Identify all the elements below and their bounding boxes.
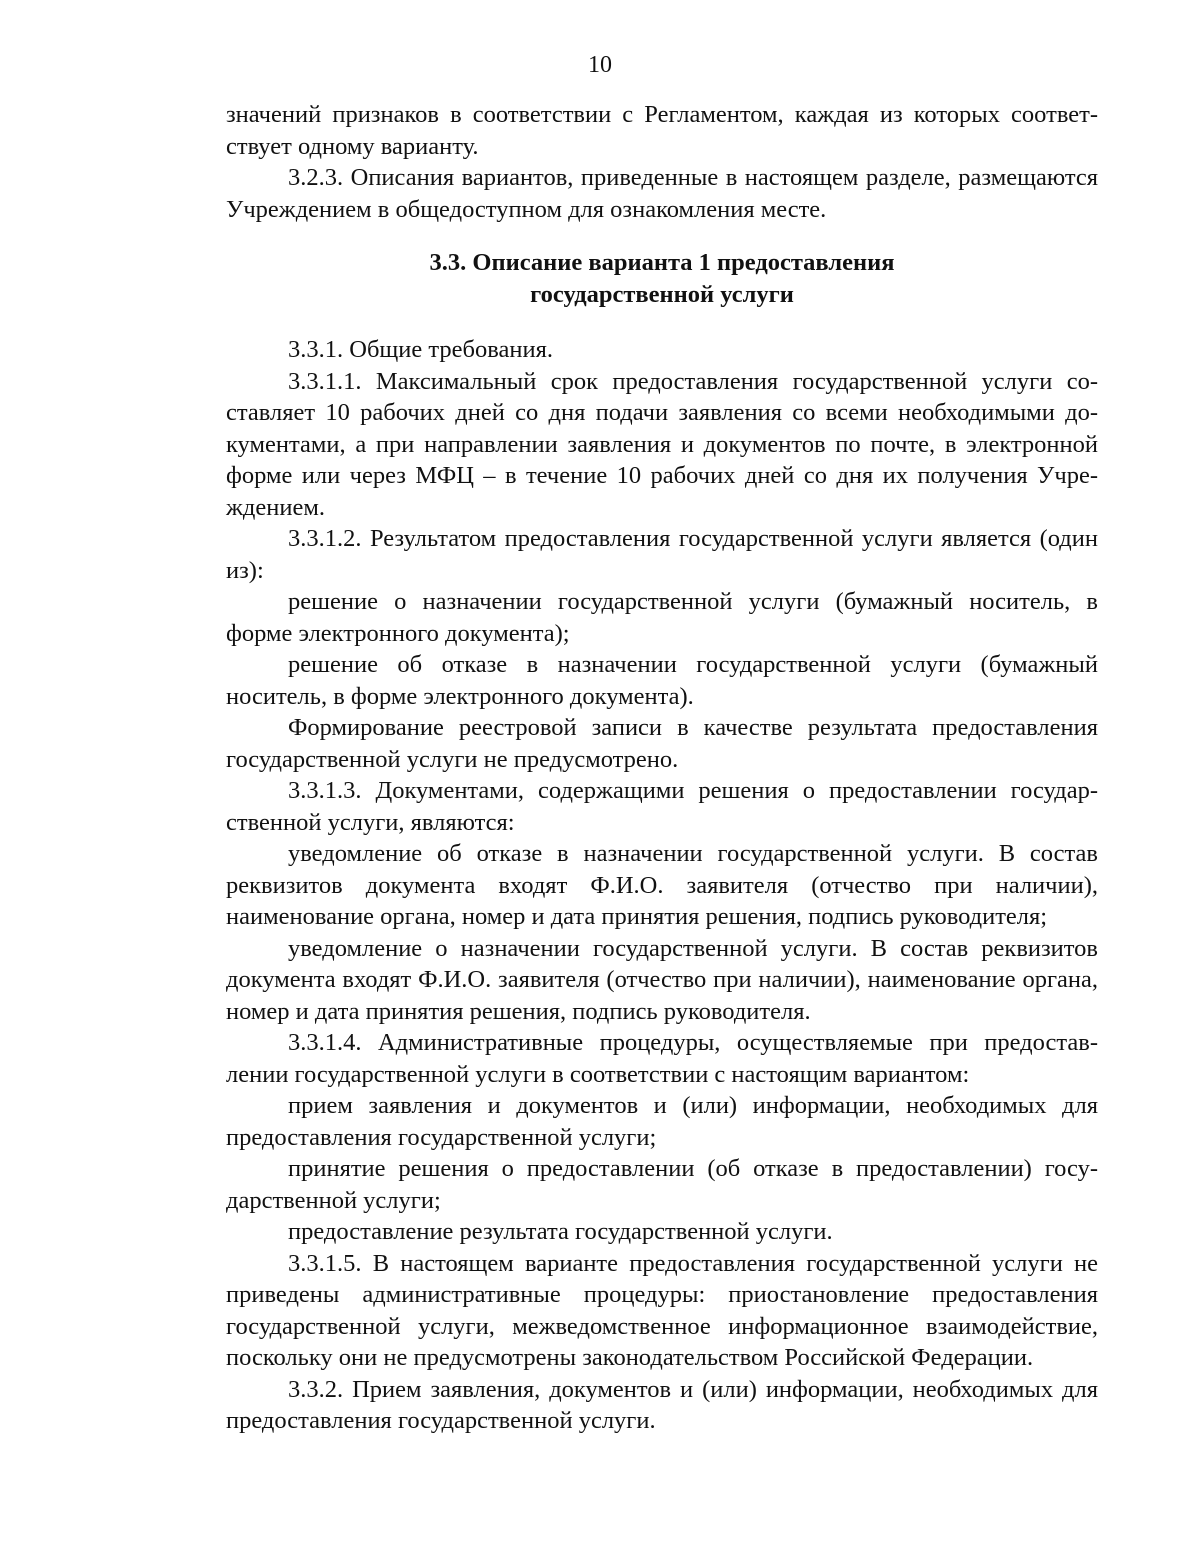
paragraph-3-2-3: 3.2.3. Описания вариантов, приведенные в настоящем разделе, размещаются Учреждением в общедоступном для ознакомления месте. xyxy=(226,164,1098,223)
paragraph: 3.3.1.5. В настоящем варианте предоставления государственной услуги не приведены административные процедуры: приостановление предоставления государственной услуги, межведомственное информационное взаимодействие, поскольку они не предусмотрены законодательством Российской Федерации. xyxy=(226,1249,1098,1371)
body-text xyxy=(226,99,1098,1437)
paragraph: решение об отказе в назначении государственной услуги (бумажный носитель, в форме электронного документа). xyxy=(226,651,1098,710)
paragraph: Формирование реестровой записи в качестве результата предоставления государственной услуги не предусмотрено. xyxy=(226,714,1098,773)
page-number: 10 xyxy=(588,52,612,78)
paragraph: решение о назначении государственной услуги (бумажный носитель, в форме электронного документа); xyxy=(226,588,1098,647)
paragraph: предоставление результата государственной услуги. xyxy=(288,1218,833,1245)
paragraph: 3.3.1.3. Документами, содержащими решения о предоставлении государственной услуги, являются: xyxy=(226,777,1098,836)
section-heading-line-1: 3.3. Описание варианта 1 предоставления xyxy=(429,249,895,276)
section-heading xyxy=(226,247,1098,310)
paragraph: уведомление о назначении государственной услуги. В состав реквизитов документа входят Ф.И.О. заявителя (отчество при наличии), наименование органа, номер и дата принятия решения, подпись руководителя. xyxy=(226,934,1098,1025)
paragraph-continuation: значений признаков в соответствии с Регламентом, каждая из которых соответствует одному варианту. xyxy=(226,101,1098,160)
paragraph: уведомление об отказе в назначении государственной услуги. В состав реквизитов документа входят Ф.И.О. заявителя (отчество при наличии), наименование органа, номер и дата принятия решения, подпись руководителя; xyxy=(226,840,1098,930)
section-heading-line-2: государственной услуги xyxy=(530,280,794,308)
paragraph: 3.3.1.2. Результатом предоставления государственной услуги является (один из): xyxy=(226,525,1098,584)
paragraph: 3.3.1.4. Административные процедуры, осуществляемые при предоставлении государственной услуги в соответствии с настоящим вариантом: xyxy=(226,1029,1098,1088)
paragraph: 3.3.2. Прием заявления, документов и (или) информации, необходимых для предоставления государственной услуги. xyxy=(226,1375,1098,1434)
paragraph: прием заявления и документов и (или) информации, необходимых для предоставления государственной услуги; xyxy=(226,1092,1098,1151)
paragraph: 3.3.1.1. Максимальный срок предоставления государственной услуги составляет 10 рабочих дней со дня подачи заявления со всеми необходимыми документами, а при направлении заявления и документов по почте, в электронной форме или через МФЦ – в течение 10 рабочих дней со дня их получения Учреждением. xyxy=(226,367,1098,521)
paragraph: 3.3.1. Общие требования. xyxy=(288,336,553,363)
paragraph: принятие решения о предоставлении (об отказе в предоставлении) государственной услуги; xyxy=(226,1155,1098,1214)
